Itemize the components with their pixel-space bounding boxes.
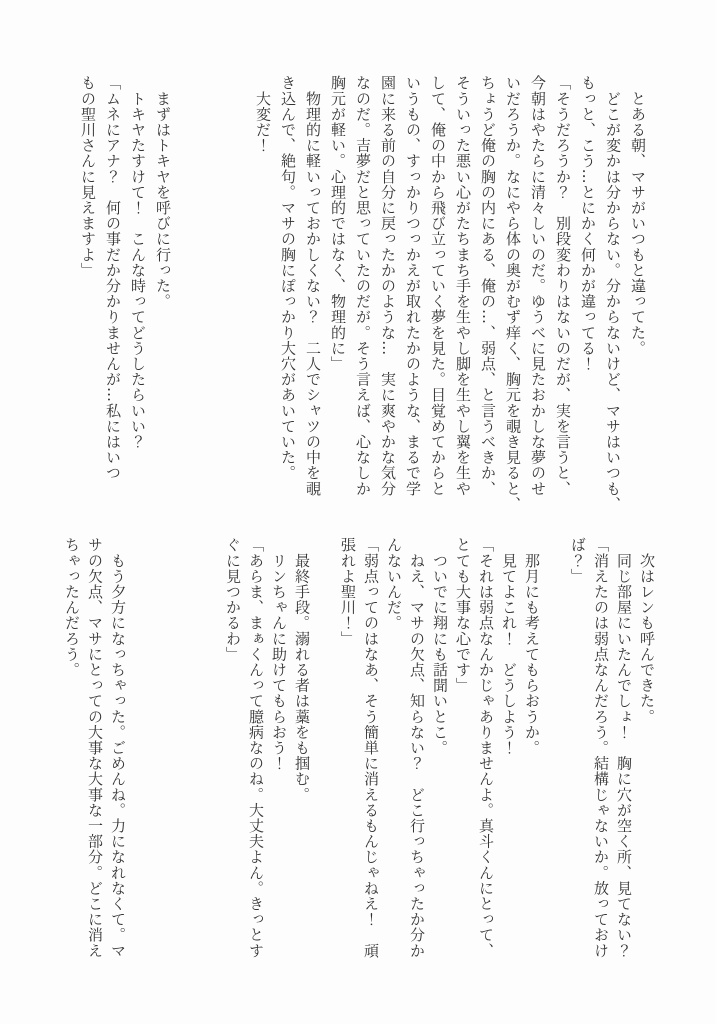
text-column: 胸元が軽い。心理的ではなく、物理的に」: [329, 75, 347, 372]
text-column: 「消えたのは弱点なんだろう。結構じゃないか。放っておけ: [592, 537, 610, 959]
text-column: そういった悪い心がたちまち手を生やし脚を生やし翼を生や: [454, 75, 472, 497]
text-column: 「あらま、まぁくんって臆病なのね。大丈夫よん。きっとす: [247, 537, 265, 959]
text-column: き込んで、絶句。マサの胸にぽっかり大穴があいていた。: [279, 75, 297, 481]
text-column: んないんだ。: [385, 537, 403, 631]
text-column: とても大事な心です」: [454, 537, 472, 693]
text-column: 見てよこれ！ どうしよう！: [500, 537, 518, 756]
text-column: ば？」: [569, 537, 587, 584]
text-column: 同じ部屋にいたんでしょ！ 胸に穴が空く所、見てない？: [615, 537, 633, 959]
text-column: どこが変かは分からない。分からないけど、マサはいつも、: [604, 75, 622, 512]
text-column: 物理的に軽いっておかしくない？ 二人でシャツの中を覗: [304, 75, 322, 497]
text-column: ぐに見つかるわ」: [224, 537, 242, 662]
blank-column: [129, 537, 152, 1003]
text-column: 「ムネにアナ？ 何の事だか分かりませんが…私にはいつ: [104, 75, 122, 481]
blank-column: [200, 75, 225, 537]
text-column: もっと、こう…とにかく何かが違ってる！: [579, 75, 597, 372]
text-column: 「弱点ってのはなあ、そう簡単に消えるもんじゃねえ！ 頑: [362, 537, 380, 959]
text-column: もう夕方になっちゃった。ごめんね。力になれなくて。マ: [109, 537, 127, 959]
text-column: 「それは弱点なんかじゃありませんよ。真斗くんにとって、: [477, 537, 495, 959]
text-column: 園に来る前の自分に戻ったかのような… 実に爽やかな気分: [379, 75, 397, 497]
text-column: リンちゃんに助けてもらおう！: [270, 537, 288, 771]
text-column: サの欠点、マサにとっての大事な大事な一部分。どこに消え: [86, 537, 104, 959]
text-column: 那月にも考えてもらおうか。: [523, 537, 541, 756]
text-column: 張れよ聖川！」: [339, 537, 357, 647]
text-column: ねえ、マサの欠点、知らない？ どこ行っちゃったか分か: [408, 537, 426, 959]
blank-column: [313, 537, 336, 1003]
bottom-text-section: [60, 537, 658, 1003]
text-column: もの聖川さんに見えますよ」: [79, 75, 97, 278]
blank-column: [543, 537, 566, 1003]
text-column: なのだ。吉夢だと思っていたのだが。そう言えば、心なしか: [354, 75, 372, 497]
text-column: 今朝はやたらに清々しいのだ。ゆうべに見たおかしな夢のせ: [529, 75, 547, 497]
text-column: とある朝、マサがいつもと違ってた。: [629, 75, 647, 356]
text-column: ついでに翔にも話聞いとこ。: [431, 537, 449, 756]
text-column: して、俺の中から飛び立っていく夢を見た。目覚めてからと: [429, 75, 447, 497]
text-column: まずはトキヤを呼びに行った。: [154, 75, 172, 309]
text-column: 次はレンも呼んできた。: [638, 537, 656, 725]
text-column: 大変だ！: [254, 75, 272, 153]
blank-column: [175, 537, 198, 1003]
text-column: 「そうだろうか？ 別段変わりはないのだが、実を言うと、: [554, 75, 572, 497]
blank-column: [152, 537, 175, 1003]
text-column: トキヤたすけて！ こんな時ってどうしたらいい？: [129, 75, 147, 450]
blank-column: [225, 75, 250, 537]
blank-column: [198, 537, 221, 1003]
text-column: ちょうど俺の胸の内にある、俺の…、弱点、と言うべきか、: [479, 75, 497, 497]
top-text-section: [75, 75, 650, 537]
text-column: いうもの、すっかりつっかえが取れたかのような、まるで学: [404, 75, 422, 497]
text-column: ちゃったんだろう。: [63, 537, 81, 678]
text-column: 最終手段。溺れる者は藁をも掴む。: [293, 537, 311, 803]
blank-column: [175, 75, 200, 537]
text-column: いだろうか。なにやら体の奥がむず痒く、胸元を覗き見ると、: [504, 75, 522, 512]
